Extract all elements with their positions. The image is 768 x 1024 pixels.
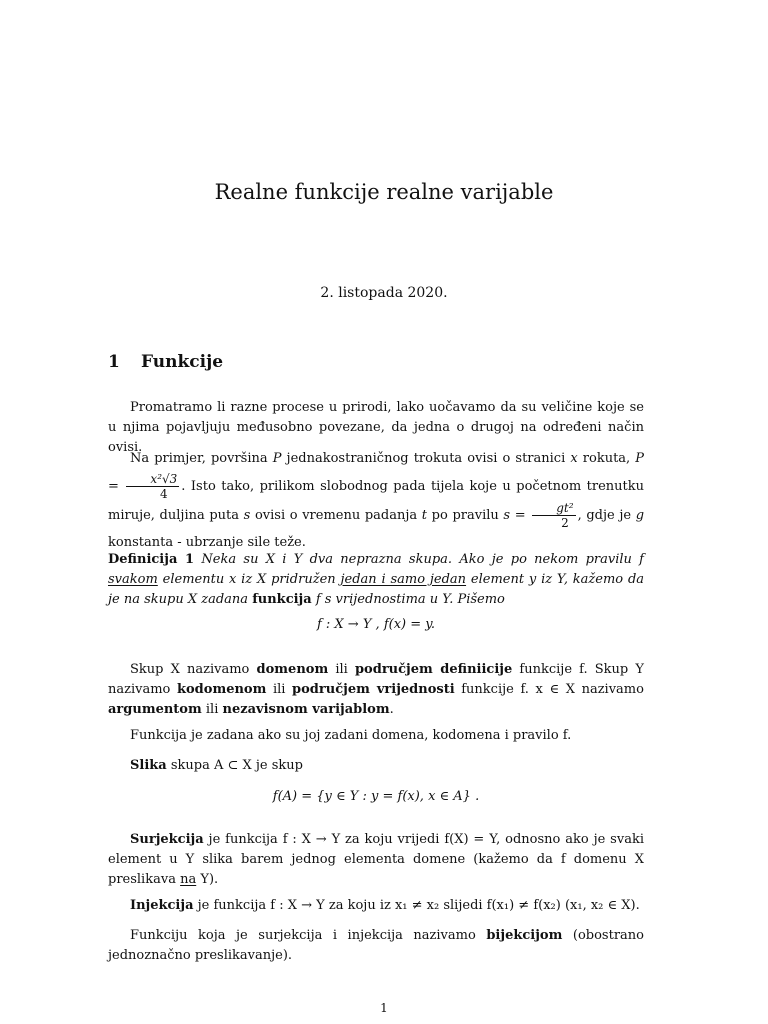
formula-function: f : X → Y , f(x) = y. [316,617,436,632]
p3-text-g: ili [205,702,219,717]
formula-image: f(A) = {y ∈ Y : y = f(x), x ∈ A} . [272,789,480,804]
p2-text-a: Na primjer, površina [130,451,268,466]
def-underline-1: svakom [108,572,158,587]
term-domena: domenom [256,662,329,677]
p2-text-d: . Isto tako, prilikom slobodnog pada tijela koje u početnom trenutku miruje, duljina puta [108,479,644,523]
p6-text-b: Y). [200,872,219,887]
p2-text-c: rokuta, [582,451,631,466]
def-text-1: Neka su X i Y dva neprazna skupa. Ako je po nekom pravilu f [201,552,644,567]
def-text-4: f s vrijednostima u Y. Pišemo [315,592,505,607]
section-heading [108,352,223,372]
term-argument: argumentom [108,702,202,717]
p3-text-h: . [389,702,394,717]
frac2-den: 2 [561,516,569,530]
fraction-fall [532,501,575,530]
paragraph-domain [108,660,644,720]
p2-text-h: konstanta - ubrzanje sile teže. [108,535,306,550]
paragraph-intro: Promatramo li razne procese u prirodi, lako uočavamo da su veličine koje se u njima pojavljuju međusobno povezane, da jedna o drugoj na određeni način ovisi. [108,400,644,455]
term-bijekcija: bijekcijom [486,928,563,943]
p8-text-a: Funkciju koja je surjekcija i injekcija nazivamo [130,928,476,943]
term-injekcija: Injekcija [130,898,194,913]
paragraph-injection [108,896,644,916]
definition-label: Definicija 1 [108,552,195,567]
paragraph-image [108,756,644,776]
p2-text-g: , gdje je [577,508,632,523]
p3-text-f: funkcije f. x ∈ X nazivamo [461,682,644,697]
def-underline-2: jedan i samo jedan [340,572,467,587]
page-number: 1 [380,1001,388,1015]
def-text-3: element y iz Y, kažemo da je na skupu X zadana [108,572,645,607]
paragraph-function-given: Funkcija je zadana ako su joj zadani domena, kodomena i pravilo f. [130,728,572,743]
p8-text-b: (obostrano jednoznačno preslikavanje). [108,928,644,963]
p2-text-e: ovisi o vremenu padanja [254,508,418,523]
p2-text-f: po pravilu [431,508,499,523]
document-date: 2. listopada 2020. [320,285,448,301]
term-podrucje-definicije: područjem definiicije [354,662,513,677]
fraction-area [126,472,179,501]
term-podrucje-vrijednosti: područjem vrijednosti [292,682,455,697]
paragraph-bijection [108,926,644,966]
p3-text-e: ili [272,682,286,697]
var-s: s [243,508,251,523]
p3-text-a: Skup X nazivamo [130,662,250,677]
p5-text: skupa A ⊂ X je skup [170,758,304,773]
term-nezavisna-varijabla: nezavisnom varijablom [222,702,390,717]
def-bold-term: funkcija [252,592,312,607]
var-g: g [635,508,645,523]
def-text-2: elementu x iz X pridružen [162,572,336,587]
eq-P: P = [108,451,645,494]
eq-s: s = [503,508,526,523]
paragraph-example [108,446,644,556]
frac-den: 4 [160,487,168,501]
frac-num: x²√3 [126,472,179,487]
frac2-num: gt² [532,501,575,516]
p2-text-b: jednakostraničnog trokuta ovisi o stranici [286,451,566,466]
paragraph-surjection [108,830,644,890]
p3-text-d: funkcije f. Skup Y nazivamo [108,662,644,697]
document-title: Realne funkcije realne varijable [214,180,554,204]
term-kodomena: kodomenom [177,682,267,697]
p6-text-a: je funkcija f : X → Y za koju vrijedi f(X) = Y, odnosno ako je svaki element u Y slika barem jednog elementa domene (kažemo da f domenu X preslikava [108,832,644,887]
term-slika: Slika [130,758,167,773]
p3-text-c: ili [335,662,348,677]
var-t: t [421,508,428,523]
section-number: 1 [108,352,120,372]
term-surjekcija: Surjekcija [130,832,204,847]
p7-text: je funkcija f : X → Y za koju iz x₁ ≠ x₂ slijedi f(x₁) ≠ f(x₂) (x₁, x₂ ∈ X). [197,898,640,913]
p6-underline: na [180,872,197,887]
var-P: P [272,451,282,466]
definition-block [108,550,644,610]
var-x: x [570,451,578,466]
section-title: Funkcije [141,352,224,372]
